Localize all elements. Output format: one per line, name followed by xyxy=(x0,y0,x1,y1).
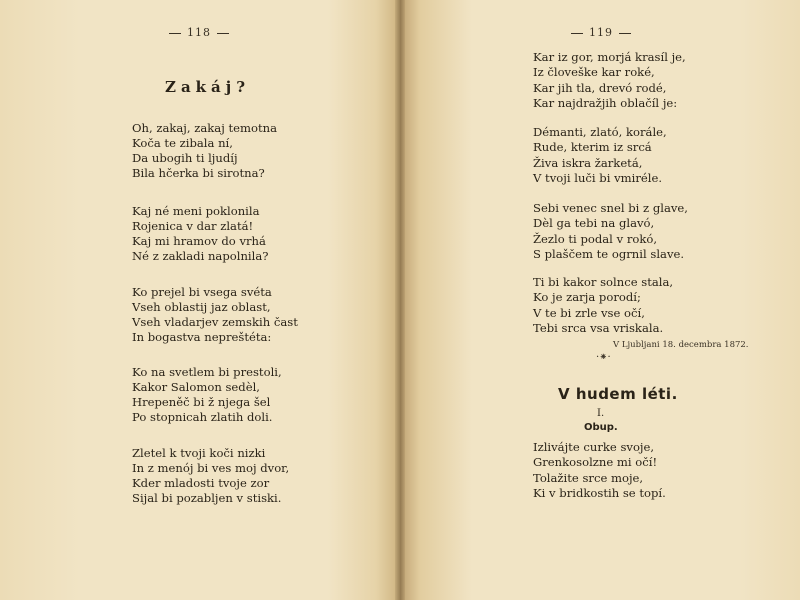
page-number-dash xyxy=(619,33,631,34)
verse-line: Zletel k tvoji koči nizki xyxy=(132,446,266,460)
page-number-dash xyxy=(169,33,181,34)
verse-line: Bila hčerka bi sirotna? xyxy=(132,166,265,180)
verse-line: Hrepeněč bi ž njega šel xyxy=(132,395,271,409)
stanza-3 xyxy=(132,285,298,345)
verse-line: Kaj né meni poklonila xyxy=(132,204,260,218)
verse-line: Ko je zarja porodí; xyxy=(533,290,641,305)
dateline: V Ljubljani 18. decembra 1872. xyxy=(613,340,749,350)
verse-line: Kar jih tla, drevó rodé, xyxy=(533,80,667,95)
verse-line: Vseh oblastij jaz oblast, xyxy=(132,300,271,314)
new-poem-title: V hudem léti. xyxy=(558,385,678,403)
verse-line: Kaj mi hramov do vrhá xyxy=(132,234,266,248)
part-title: Obup. xyxy=(584,422,618,433)
stanza-5 xyxy=(132,446,289,506)
stanza-2 xyxy=(132,204,268,264)
verse-line: Oh, zakaj, zakaj temotna xyxy=(132,121,278,135)
verse-line: Živa iskra žarketá, xyxy=(533,155,643,170)
verse-line: Sijal bi pozabljen v stiski. xyxy=(132,491,282,505)
verse-line: Koča te zibala ní, xyxy=(132,136,233,150)
verse-line: Sebi venec snel bi z glave, xyxy=(533,201,688,215)
verse-line: Rojenica v dar zlatá! xyxy=(132,219,254,233)
verse-line: Kar najdražjih oblačíl je: xyxy=(533,96,678,111)
stanza-6 xyxy=(533,50,686,112)
page-number-dash xyxy=(571,33,583,34)
poem-title: Zakáj? xyxy=(165,78,250,96)
verse-line: In bogastva nepreštéta: xyxy=(132,330,272,344)
verse-line: Dèl ga tebi na glavó, xyxy=(533,216,655,231)
verse-line: Grenkosolzne mi očí! xyxy=(533,455,658,470)
part-number: I. xyxy=(597,408,605,419)
verse-line: Tolažite srce moje, xyxy=(533,470,644,485)
verse-line: S plaščem te ogrnil slave. xyxy=(533,247,685,262)
page-number-dash xyxy=(217,33,229,34)
ornament: ·⁕· xyxy=(596,352,611,363)
book-gutter xyxy=(395,0,405,600)
stanza-4 xyxy=(132,365,282,425)
stanza-9 xyxy=(533,275,673,337)
stanza-1 xyxy=(132,121,277,181)
page-number-right: 119 xyxy=(565,26,637,39)
verse-line: Žezlo ti podal v rokó, xyxy=(533,231,658,246)
verse-line: Tebi srca vsa vriskala. xyxy=(533,321,664,336)
verse-line: Vseh vladarjev zemskih čast xyxy=(132,315,298,329)
verse-line: Ko na svetlem bi prestoli, xyxy=(132,365,282,379)
verse-line: Kakor Salomon sedèl, xyxy=(132,380,260,394)
stanza-10 xyxy=(533,440,666,502)
verse-line: Ki v bridkostih se topí. xyxy=(533,486,666,501)
verse-line: Iz človeške kar roké, xyxy=(533,65,655,80)
verse-line: Da ubogih ti ljudíj xyxy=(132,151,238,165)
verse-line: Rude, kterim iz srcá xyxy=(533,140,652,155)
verse-line: Po stopnicah zlatih doli. xyxy=(132,410,273,424)
verse-line: Kar iz gor, morjá krasíl je, xyxy=(533,50,686,64)
verse-line: V te bi zrle vse očí, xyxy=(533,305,645,320)
verse-line: Ti bi kakor solnce stala, xyxy=(533,275,674,289)
verse-line: Né z zakladi napolnila? xyxy=(132,249,269,263)
stanza-7 xyxy=(533,125,667,187)
verse-line: Izlivájte curke svoje, xyxy=(533,440,655,454)
verse-line: In z menój bi ves moj dvor, xyxy=(132,461,290,475)
page-number-left: 118 xyxy=(163,26,235,39)
verse-line: Ko prejel bi vsega svéta xyxy=(132,285,272,299)
right-page xyxy=(400,0,800,600)
verse-line: V tvoji luči bi vmiréle. xyxy=(533,171,663,186)
stanza-8 xyxy=(533,201,688,263)
verse-line: Kder mladosti tvoje zor xyxy=(132,476,270,490)
verse-line: Démanti, zlató, korále, xyxy=(533,125,667,139)
